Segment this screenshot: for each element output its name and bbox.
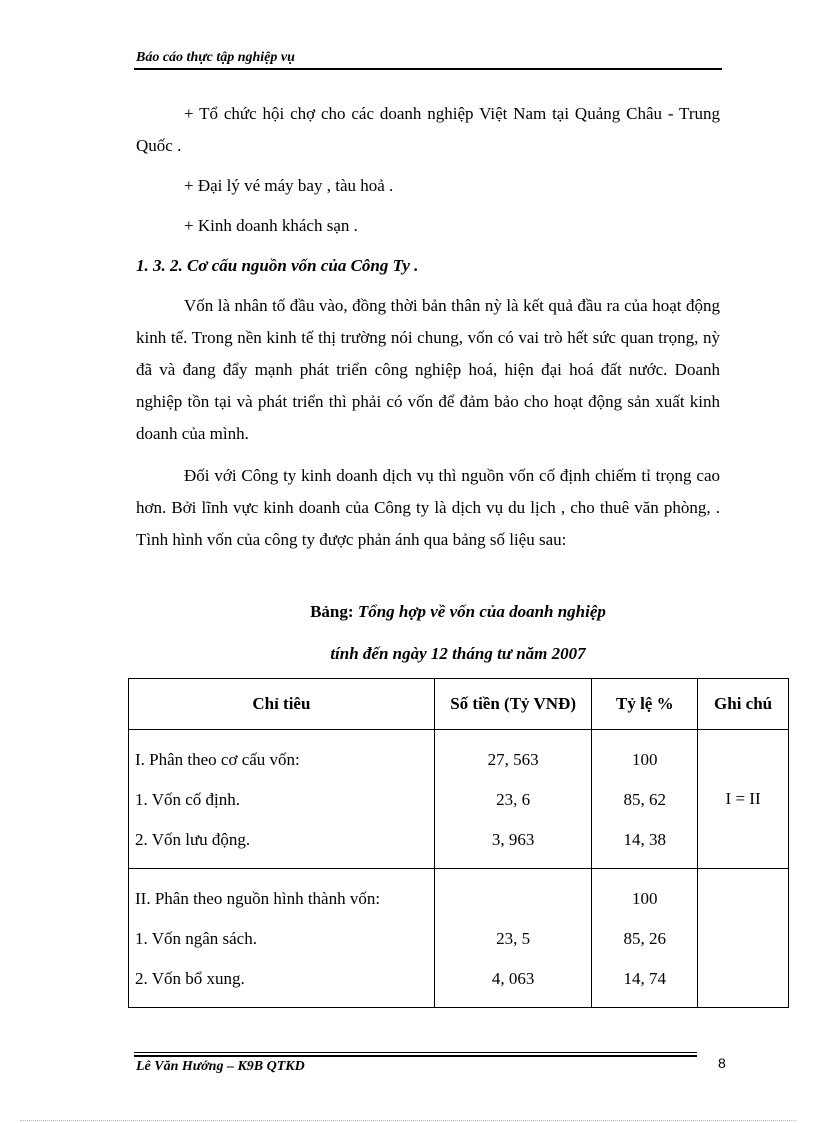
header-divider: [134, 68, 722, 70]
row-label: 2. Vốn bổ xung.: [135, 969, 245, 988]
row-percent: 100: [632, 889, 658, 908]
table-caption-title: Tổng hợp về vốn của doanh nghiệp: [357, 602, 606, 621]
row-label: II. Phân theo nguồn hình thành vốn:: [135, 889, 381, 908]
column-header: Tỷ lệ %: [592, 679, 698, 730]
row-amount: 3, 963: [491, 830, 535, 849]
row-label: 1. Vốn cố định.: [135, 790, 240, 809]
row-amount: [435, 879, 592, 919]
column-header: Số tiền (Tỷ VNĐ): [434, 679, 592, 730]
row-percent: 85, 26: [623, 929, 667, 948]
note-cell: I = II: [698, 730, 789, 869]
row-amount: 27, 563: [487, 750, 539, 769]
table-caption-date: tính đến ngày 12 tháng tư năm 2007: [330, 644, 586, 663]
amount-cell: [434, 730, 592, 869]
footer-divider: [134, 1055, 697, 1057]
row-amount: 23, 6: [496, 790, 531, 809]
page-number: 8: [718, 1055, 726, 1071]
row-label: 2. Vốn lưu động.: [135, 830, 251, 849]
footer-author: Lê Văn Hướng – K9B QTKD: [136, 1059, 305, 1074]
table-caption-label: Bảng:: [310, 602, 354, 621]
row-percent: 14, 74: [623, 969, 667, 988]
row-percent: 85, 62: [623, 790, 667, 809]
column-header: Ghi chú: [698, 679, 789, 730]
footer-divider: [134, 1052, 697, 1053]
bullet-item: + Kinh doanh khách sạn .: [184, 216, 358, 235]
row-amount: 4, 063: [491, 969, 535, 988]
page-bottom-border: [20, 1120, 796, 1121]
bullet-item: + Đại lý vé máy bay , tàu hoả .: [184, 176, 394, 195]
table-caption-line2: [128, 644, 788, 664]
section-heading: 1. 3. 2. Cơ cấu nguồn vốn của Công Ty .: [136, 256, 419, 275]
page-header-title: Báo cáo thực tập nghiệp vụ: [136, 50, 295, 65]
amount-cell: [434, 869, 592, 1008]
table-caption-line1: [128, 602, 788, 622]
row-percent: 100: [632, 750, 658, 769]
percent-cell: [592, 869, 698, 1008]
table-group-row: [129, 730, 789, 869]
bullet-item: + Tổ chức hội chợ cho các doanh nghiệp Việt Nam tại Quảng Châu - Trung Quốc .: [136, 104, 720, 155]
table-group-row: [129, 869, 789, 1008]
capital-table: [128, 678, 789, 1008]
row-amount: 23, 5: [496, 929, 531, 948]
table-header-row: [129, 679, 789, 730]
body-paragraph: Vốn là nhân tố đầu vào, đồng thời bản thân nỳ là kết quả đầu ra của hoạt động kinh tế. Trong nền kinh tế thị trường nói chung, vốn có vai trò hết sức quan trọng, nỳ đã và đang đẩy mạnh phát triển công nghiệp hoá, hiện đại hoá đất nước. Doanh nghiệp tồn tại và phát triển thì phải có vốn để đảm bảo cho hoạt động sản xuất kinh doanh của mình.: [136, 296, 720, 443]
note-cell: [698, 869, 789, 1008]
indicator-cell: [129, 730, 435, 869]
indicator-cell: [129, 869, 435, 1008]
column-header: Chỉ tiêu: [129, 679, 435, 730]
row-label: I. Phân theo cơ cấu vốn:: [135, 750, 300, 769]
row-percent: 14, 38: [623, 830, 667, 849]
row-label: 1. Vốn ngân sách.: [135, 929, 257, 948]
body-paragraph: Đối với Công ty kinh doanh dịch vụ thì nguồn vốn cố định chiếm tỉ trọng cao hơn. Bởi lĩnh vực kinh doanh của Công ty là dịch vụ du lịch , cho thuê văn phòng, . Tình hình vốn của công ty được phản ánh qua bảng số liệu sau:: [136, 466, 720, 549]
percent-cell: [592, 730, 698, 869]
